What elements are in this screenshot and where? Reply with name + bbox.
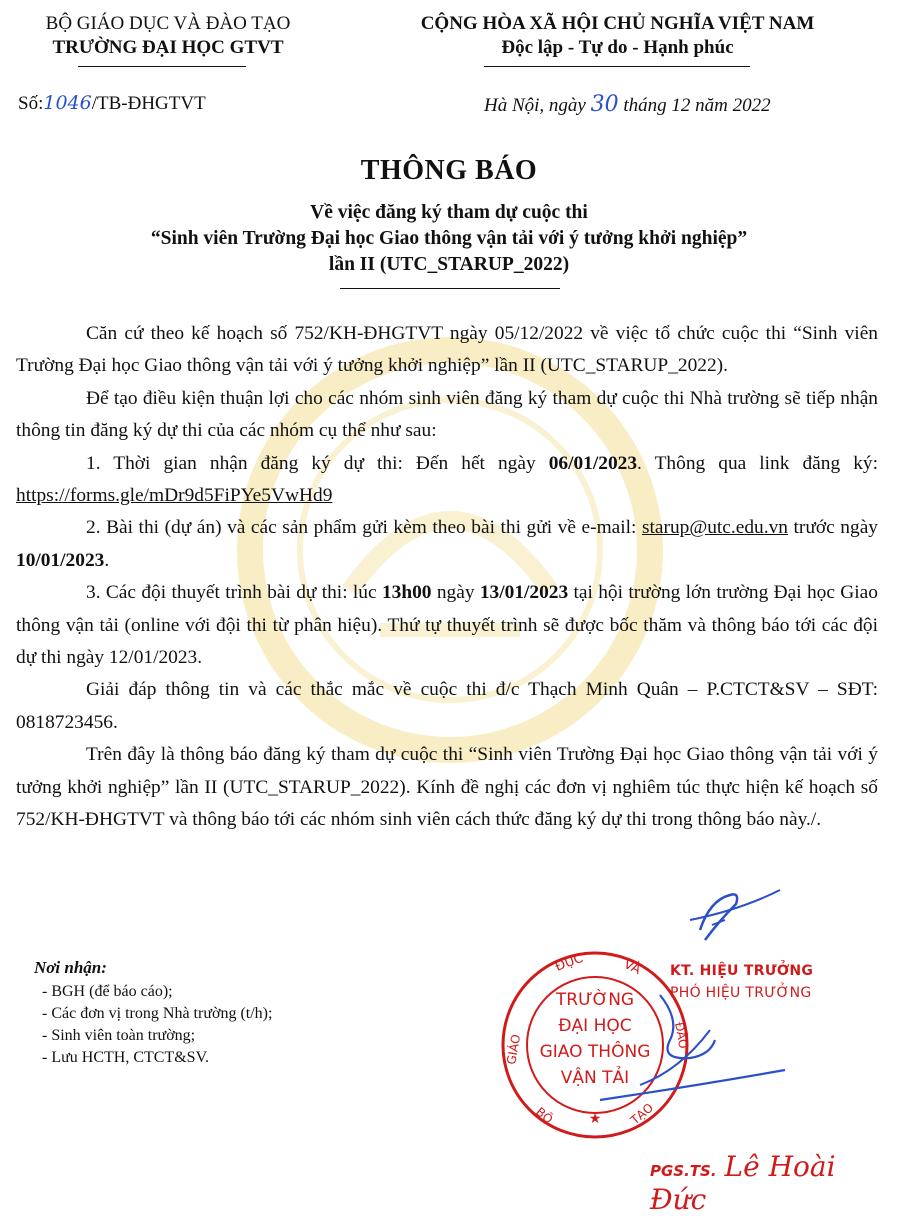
- paragraph-closing: Trên đây là thông báo đăng ký tham dự cuộc thi “Sinh viên Trường Đại học Giao thông vận tải với ý tưởng khởi nghiệp” lần II (UTC_STARUP_2022). Kính đề nghị các đơn vị nghiêm túc thực hiện kế hoạch số 752/KH-ĐHGTVT và thông báo tới các nhóm sinh viên cách thức đăng ký dự thi trong thông báo này./.: [16, 744, 878, 831]
- date-day-handwritten: 30: [590, 92, 619, 117]
- seal-line-3: GIAO THÔNG: [539, 1042, 651, 1062]
- receivers-list: [42, 981, 272, 1069]
- date-prefix: Hà Nội, ngày: [484, 95, 586, 116]
- seal-text-left: GIÁO: [504, 1033, 524, 1066]
- seal-line-2: ĐẠI HỌC: [558, 1016, 632, 1036]
- item3-date: 13/01/2023: [479, 582, 569, 604]
- item-registration: [16, 448, 878, 513]
- item-submission: [16, 512, 878, 577]
- number-suffix: /TB-ĐHGTVT: [91, 93, 206, 114]
- receiver-item: - Sinh viên toàn trường;: [42, 1027, 196, 1044]
- document-number: [18, 92, 206, 115]
- issuer-block: [18, 12, 318, 60]
- subtitle-line-3: lần II (UTC_STARUP_2022): [328, 254, 570, 275]
- signature-line-2: PHÓ HIỆU TRƯỞNG: [670, 985, 812, 1001]
- submission-email-link[interactable]: starup@utc.edu.vn: [641, 517, 788, 539]
- receiver-item: - Lưu HCTH, CTCT&SV.: [42, 1049, 210, 1066]
- issuer-underline: [78, 66, 246, 67]
- national-heading: [360, 12, 875, 60]
- number-prefix: Số:: [18, 93, 44, 114]
- item1-deadline: 06/01/2023: [548, 452, 638, 474]
- national-motto: Độc lập - Tự do - Hạnh phúc: [501, 37, 734, 58]
- paragraph-intro: Để tạo điều kiện thuận lợi cho các nhóm sinh viên đăng ký tham dự cuộc thi Nhà trường sẽ tiếp nhận thông tin đăng ký dự thi của các nhóm cụ thể như sau:: [16, 387, 878, 442]
- signer-degree: PGS.TS.: [650, 1162, 717, 1180]
- title-underline: [340, 288, 560, 289]
- seal-text-bottom-right: TẠO: [627, 1100, 657, 1128]
- signer-name: [650, 1150, 898, 1216]
- seal-star-icon: ★: [588, 1111, 602, 1127]
- seal-text-bottom-left: BỘ: [533, 1104, 556, 1127]
- registration-link[interactable]: https://forms.gle/mDr9d5FiPYe5VwHd9: [16, 485, 333, 507]
- paragraph-basis: Căn cứ theo kế hoạch số 752/KH-ĐHGTVT ngày 05/12/2022 về việc tổ chức cuộc thi “Sinh viên Trường Đại học Giao thông vận tải với ý tưởng khởi nghiệp” lần II (UTC_STARUP_2022).: [16, 323, 878, 377]
- seal-text-top2: VÀ: [621, 957, 644, 978]
- receivers-block: [34, 956, 272, 1069]
- seal-text-right: ĐÀO: [672, 1021, 691, 1050]
- item3-text-3: tại hội trường lớn trường Đại học Giao thông vận tải (online với đội thi từ phân hiệu). Thứ tự thuyết trình sẽ được bốc thăm và thông báo tới các đội dự thi ngày 12/01/2023.: [16, 582, 878, 669]
- seal-text-top: ĐỤC: [553, 950, 586, 975]
- handwritten-signature: [540, 880, 800, 1140]
- receiver-item: - Các đơn vị trong Nhà trường (t/h);: [42, 1005, 273, 1022]
- item3-text: 3. Các đội thuyết trình bài dự thi: lúc: [86, 582, 382, 604]
- receiver-item: - BGH (để báo cáo);: [42, 983, 173, 1000]
- republic-name: CỘNG HÒA XÃ HỘI CHỦ NGHĨA VIỆT NAM: [420, 13, 815, 34]
- signer-full-name: Lê Hoài Đức: [650, 1150, 836, 1216]
- item1-text: 1. Thời gian nhận đăng ký dự thi: Đến hết ngày: [86, 452, 549, 474]
- date-suffix: tháng 12 năm 2022: [623, 95, 771, 116]
- item1-text-2: . Thông qua link đăng ký:: [637, 452, 878, 474]
- item2-deadline: 10/01/2023: [16, 549, 105, 571]
- item2-text-2: trước ngày: [788, 517, 878, 539]
- item-presentation: [16, 577, 878, 674]
- motto-underline: [484, 66, 750, 67]
- item3-time: 13h00: [381, 582, 432, 604]
- document-title: THÔNG BÁO: [360, 155, 538, 186]
- paragraph-contact: Giải đáp thông tin và các thắc mắc về cuộc thi đ/c Thạch Minh Quân – P.CTCT&SV – SĐT: 0818723456.: [16, 679, 878, 733]
- document-body: [16, 318, 878, 837]
- seal-line-1: TRƯỜNG: [555, 990, 635, 1010]
- document-date: [484, 92, 771, 117]
- receivers-title: Nơi nhận:: [34, 958, 107, 977]
- seal-line-4: VẬN TẢI: [560, 1068, 630, 1088]
- item2-text-3: .: [104, 549, 110, 571]
- ministry-name: BỘ GIÁO DỤC VÀ ĐÀO TẠO: [45, 13, 291, 34]
- subtitle-line-2: “Sinh viên Trường Đại học Giao thông vận tải với ý tưởng khởi nghiệp”: [150, 228, 748, 249]
- subtitle-line-1: Về việc đăng ký tham dự cuộc thi: [310, 202, 588, 223]
- item3-text-2: ngày: [431, 582, 480, 604]
- signature-line-1: KT. HIỆU TRƯỞNG: [670, 963, 814, 979]
- number-handwritten: 1046: [43, 92, 92, 114]
- item2-text: 2. Bài thi (dự án) và các sản phẩm gửi kèm theo bài thi gửi về e-mail:: [86, 517, 642, 539]
- school-name: TRƯỜNG ĐẠI HỌC GTVT: [52, 37, 284, 58]
